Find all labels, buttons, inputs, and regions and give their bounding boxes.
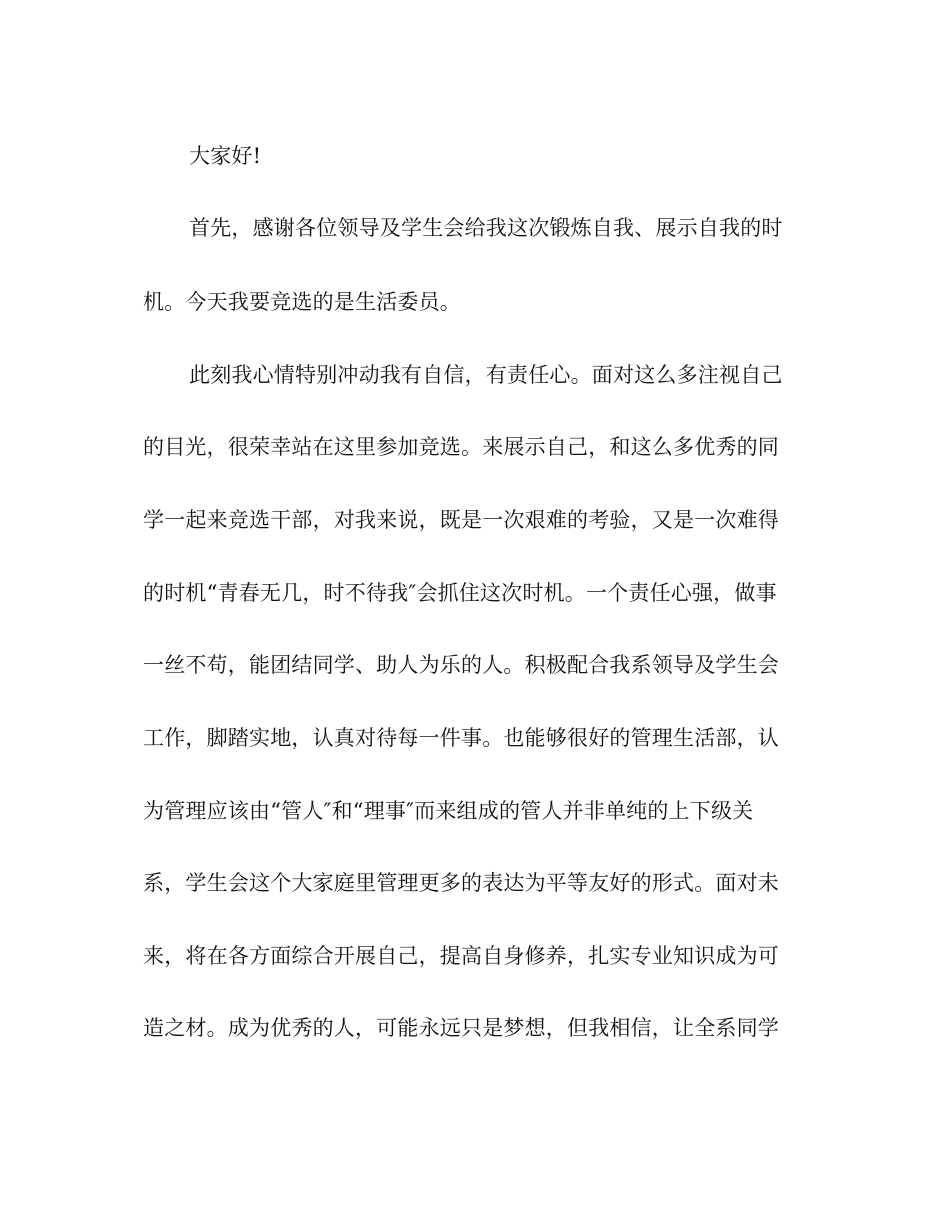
paragraph-2-line-8: 系，学生会这个大家庭里管理更多的表达为平等友好的形式。面对未	[143, 871, 779, 895]
paragraph-2-line-10: 造之材。成为优秀的人，可能永远只是梦想，但我相信，让全系同学	[143, 1016, 779, 1040]
paragraph-1-line-2: 机。今天我要竞选的是生活委员。	[143, 290, 461, 314]
paragraph-1-line-1: 首先，感谢各位领导及学生会给我这次锻炼自我、展示自我的时	[189, 216, 783, 240]
paragraph-2-line-2: 的目光，很荣幸站在这里参加竞选。来展示自己，和这么多优秀的同	[143, 435, 779, 459]
paragraph-2-line-5: 一丝不苟，能团结同学、助人为乐的人。积极配合我系领导及学生会	[143, 653, 779, 677]
paragraph-2-line-7: 为管理应该由“管人″和“理事″而来组成的管人并非单纯的上下级关	[143, 799, 754, 823]
paragraph-2-line-4: 的时机“青春无几，时不待我″会抓住这次时机。一个责任心强，做事	[143, 581, 777, 605]
paragraph-2-line-9: 来，将在各方面综合开展自己，提高自身修养，扎实专业知识成为可	[143, 944, 779, 968]
paragraph-2-line-3: 学一起来竞选干部，对我来说，既是一次艰难的考验，又是一次难得	[143, 508, 779, 532]
paragraph-2-line-6: 工作，脚踏实地，认真对待每一件事。也能够很好的管理生活部，认	[143, 726, 779, 750]
greeting-line: 大家好!	[189, 144, 262, 168]
paragraph-2-line-1: 此刻我心情特别冲动我有自信，有责任心。面对这么多注视自己	[189, 363, 783, 387]
